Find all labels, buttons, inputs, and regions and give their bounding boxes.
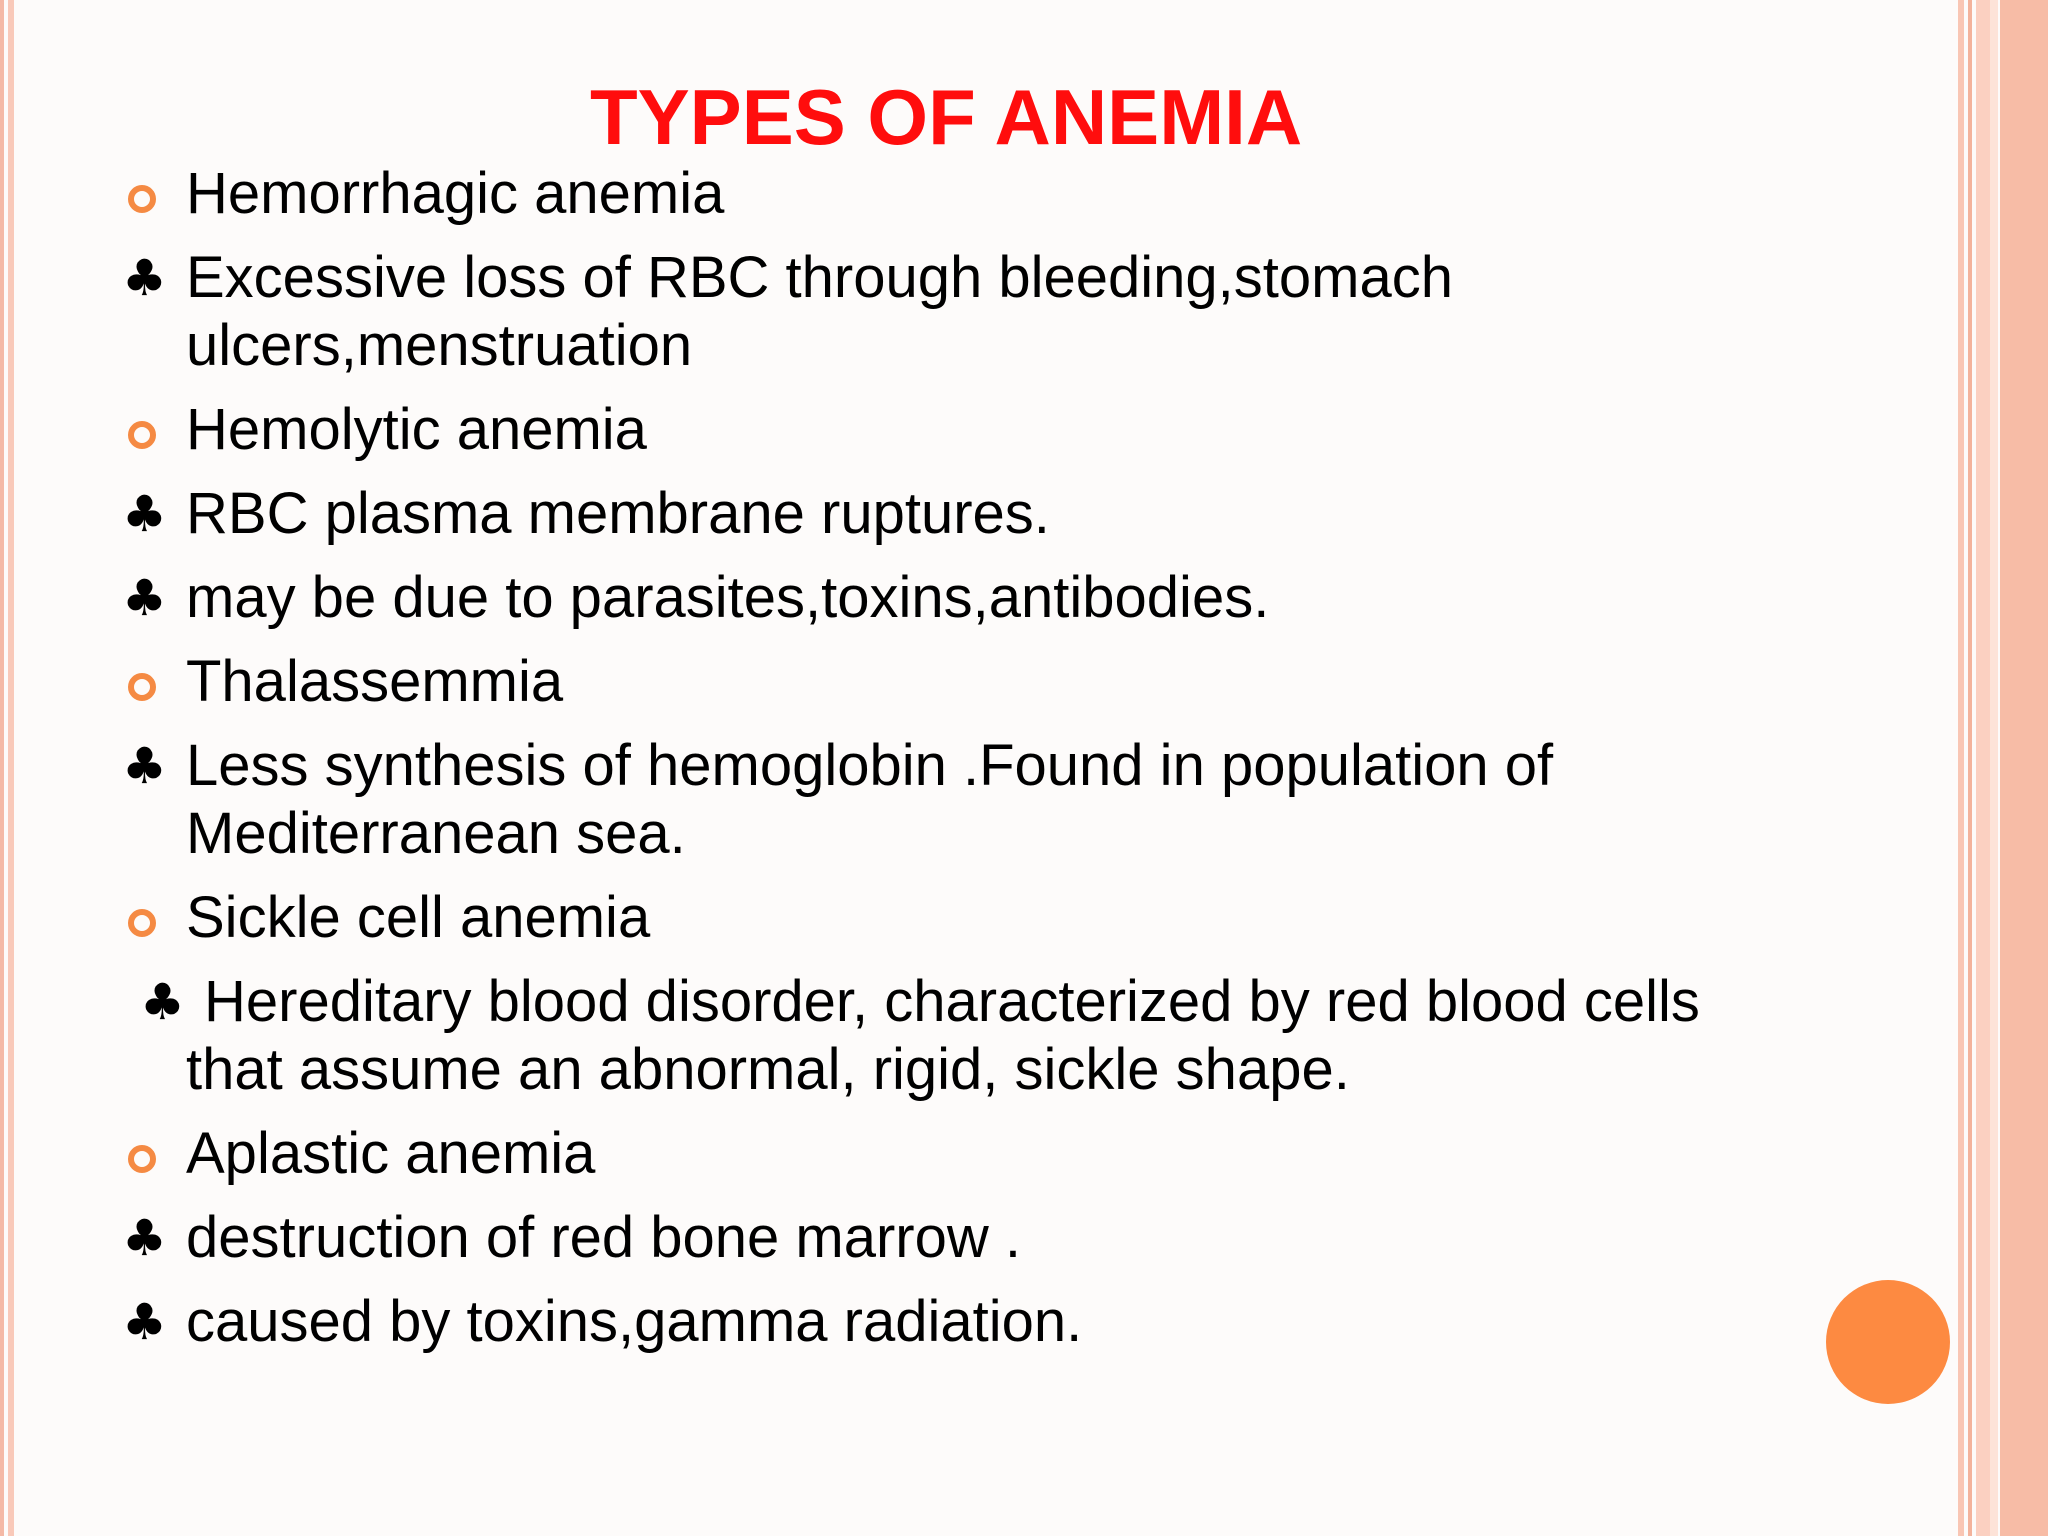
ring-icon	[128, 1145, 156, 1173]
left-border-stripe	[0, 0, 4, 1536]
list-item-text: Aplastic anemia	[186, 1121, 596, 1186]
list-item-text: Thalassemmia	[186, 649, 564, 714]
list-item-text: may be due to parasites,toxins,antibodies.	[186, 565, 1270, 630]
list-item	[118, 160, 1738, 228]
right-border-stripe	[1976, 0, 1990, 1536]
list-item	[118, 732, 1738, 868]
list-item	[118, 244, 1738, 380]
ring-icon	[128, 421, 156, 449]
list-item-text: Hemorrhagic anemia	[186, 161, 725, 226]
list-item-text: Less synthesis of hemoglobin .Found in population of Mediterranean sea.	[186, 733, 1554, 866]
club-icon: ♣	[122, 1209, 167, 1267]
club-icon: ♣	[122, 737, 167, 795]
ring-icon	[128, 909, 156, 937]
list-item	[118, 1120, 1738, 1188]
club-icon: ♣	[122, 485, 167, 543]
right-border-stripe	[1990, 0, 1998, 1536]
club-icon: ♣	[122, 249, 167, 307]
right-border-stripe	[1958, 0, 1964, 1536]
list-item-text: Sickle cell anemia	[186, 885, 651, 950]
ring-icon	[128, 185, 156, 213]
slide-title: TYPES OF ANEMIA	[590, 73, 1303, 161]
list-item-text: Hereditary blood disorder, characterized by red blood cells that assume an abnormal, rigid, sickle shape.	[186, 969, 1700, 1102]
right-border-band	[2000, 0, 2048, 1536]
list-item	[118, 396, 1738, 464]
left-border-stripe-inner	[8, 0, 14, 1536]
bullet-list	[118, 160, 1738, 1372]
list-item	[118, 1204, 1738, 1272]
list-item-text: Excessive loss of RBC through bleeding,stomach ulcers,menstruation	[186, 245, 1453, 378]
ring-icon	[128, 673, 156, 701]
list-item-text: RBC plasma membrane ruptures.	[186, 481, 1050, 546]
club-icon: ♣	[122, 1293, 167, 1351]
list-item	[118, 564, 1738, 632]
list-item-text: caused by toxins,gamma radiation.	[186, 1289, 1083, 1354]
list-item	[118, 884, 1738, 952]
club-icon: ♣	[140, 973, 185, 1031]
list-item-text: Hemolytic anemia	[186, 397, 647, 462]
club-icon: ♣	[122, 569, 167, 627]
decorative-orange-circle	[1826, 1280, 1950, 1404]
list-item	[118, 648, 1738, 716]
list-item	[118, 968, 1738, 1104]
list-item	[118, 1288, 1738, 1356]
right-border-stripe	[1968, 0, 1972, 1536]
list-item-text: destruction of red bone marrow .	[186, 1205, 1021, 1270]
list-item	[118, 480, 1738, 548]
